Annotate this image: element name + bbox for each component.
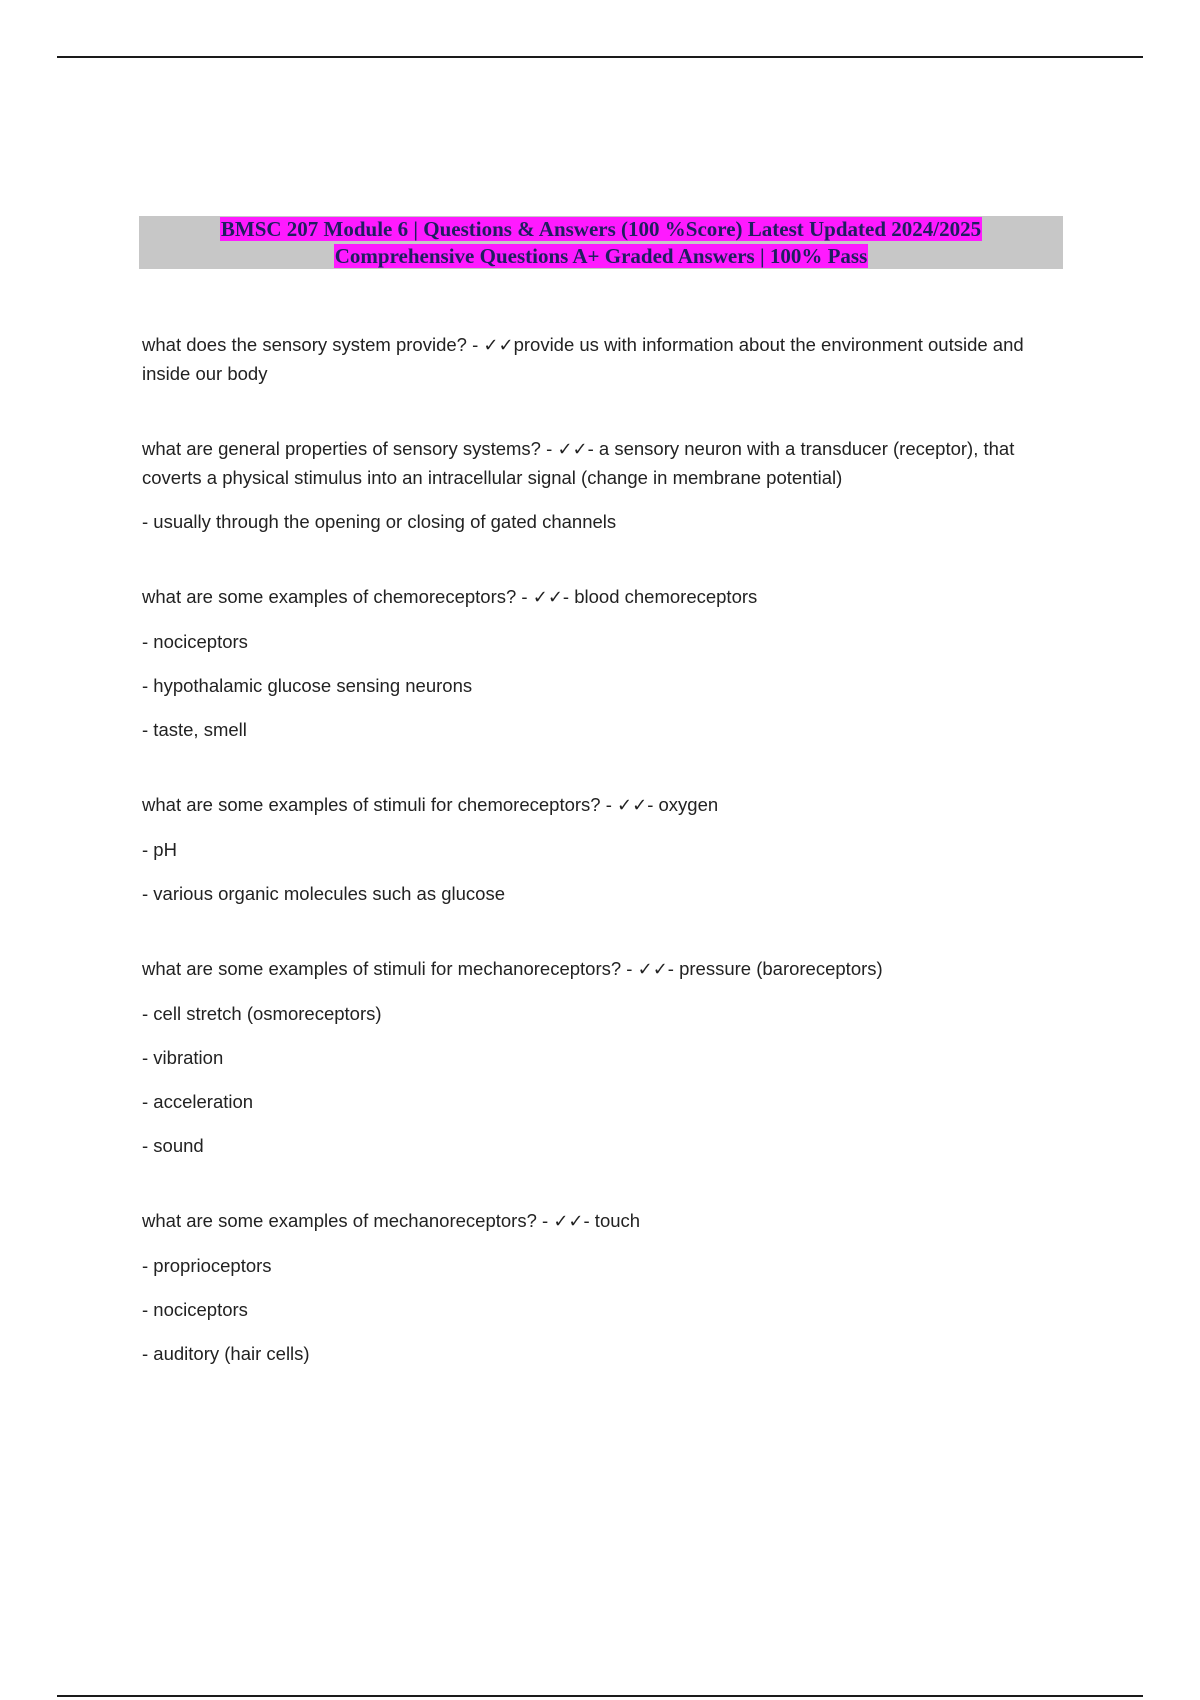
double-check-icon: ✓✓ [637, 959, 668, 980]
qa-item [142, 435, 1062, 536]
title-highlight-2: Comprehensive Questions A+ Graded Answers | 100% Pass [334, 244, 868, 268]
answer-text: - blood chemoreceptors [562, 586, 758, 607]
qa-first-line [142, 791, 1062, 820]
qa-first-line [142, 435, 1062, 492]
qa-first-line [142, 1207, 1062, 1236]
question-text: what are general properties of sensory systems? [142, 438, 541, 459]
qa-item [142, 583, 1062, 744]
separator: - [621, 958, 638, 979]
answer-line: - vibration [142, 1047, 224, 1068]
title-highlight-1: BMSC 207 Module 6 | Questions & Answers (100 %Score) Latest Updated 2024/2025 [220, 217, 982, 241]
answer-line: - proprioceptors [142, 1255, 272, 1276]
separator: - [516, 586, 533, 607]
answer-text: - touch [583, 1210, 641, 1231]
answer-text: - oxygen [647, 794, 719, 815]
qa-item [142, 955, 1062, 1160]
separator: - [466, 334, 484, 355]
double-check-icon: ✓✓ [553, 1211, 584, 1232]
qa-item [142, 1207, 1062, 1368]
bottom-rule [57, 1695, 1143, 1697]
qa-first-line [142, 955, 1062, 984]
question-text: what does the sensory system provide? [142, 334, 467, 355]
title-line-1 [139, 216, 1063, 243]
answer-line: - usually through the opening or closing of gated channels [142, 511, 617, 532]
answer-line: - nociceptors [142, 1299, 248, 1320]
answer-line: - pH [142, 839, 177, 860]
qa-first-line [142, 331, 1062, 388]
answer-text: - pressure (baroreceptors) [667, 958, 883, 979]
double-check-icon: ✓✓ [617, 795, 648, 816]
answer-text: - a sensory neuron with a transducer (receptor), that coverts a physical stimulus into an intracellular signal (change in membrane potential) [142, 438, 1015, 488]
separator: - [600, 794, 618, 815]
answer-line: - sound [142, 1135, 204, 1156]
qa-item [142, 791, 1062, 908]
double-check-icon: ✓✓ [557, 439, 588, 460]
title-line-2 [139, 243, 1063, 270]
qa-item [142, 331, 1062, 388]
separator: - [536, 1210, 554, 1231]
answer-text: provide us with information about the environment outside and inside our body [142, 334, 1024, 384]
answer-line: - acceleration [142, 1091, 254, 1112]
answer-line: - hypothalamic glucose sensing neurons [142, 675, 473, 696]
double-check-icon: ✓✓ [483, 335, 514, 356]
qa-list [142, 331, 1062, 1368]
question-text: what are some examples of mechanoreceptors? [142, 1210, 537, 1231]
question-text: what are some examples of stimuli for mechanoreceptors? [142, 958, 622, 979]
answer-line: - taste, smell [142, 719, 247, 740]
answer-line: - nociceptors [142, 631, 248, 652]
question-text: what are some examples of chemoreceptors? [142, 586, 517, 607]
top-rule [57, 56, 1143, 58]
answer-line: - auditory (hair cells) [142, 1343, 310, 1364]
qa-first-line [142, 583, 1062, 612]
separator: - [540, 438, 558, 459]
document-title-band [139, 216, 1063, 269]
question-text: what are some examples of stimuli for chemoreceptors? [142, 794, 601, 815]
double-check-icon: ✓✓ [532, 587, 563, 608]
answer-line: - cell stretch (osmoreceptors) [142, 1003, 382, 1024]
answer-line: - various organic molecules such as glucose [142, 883, 505, 904]
